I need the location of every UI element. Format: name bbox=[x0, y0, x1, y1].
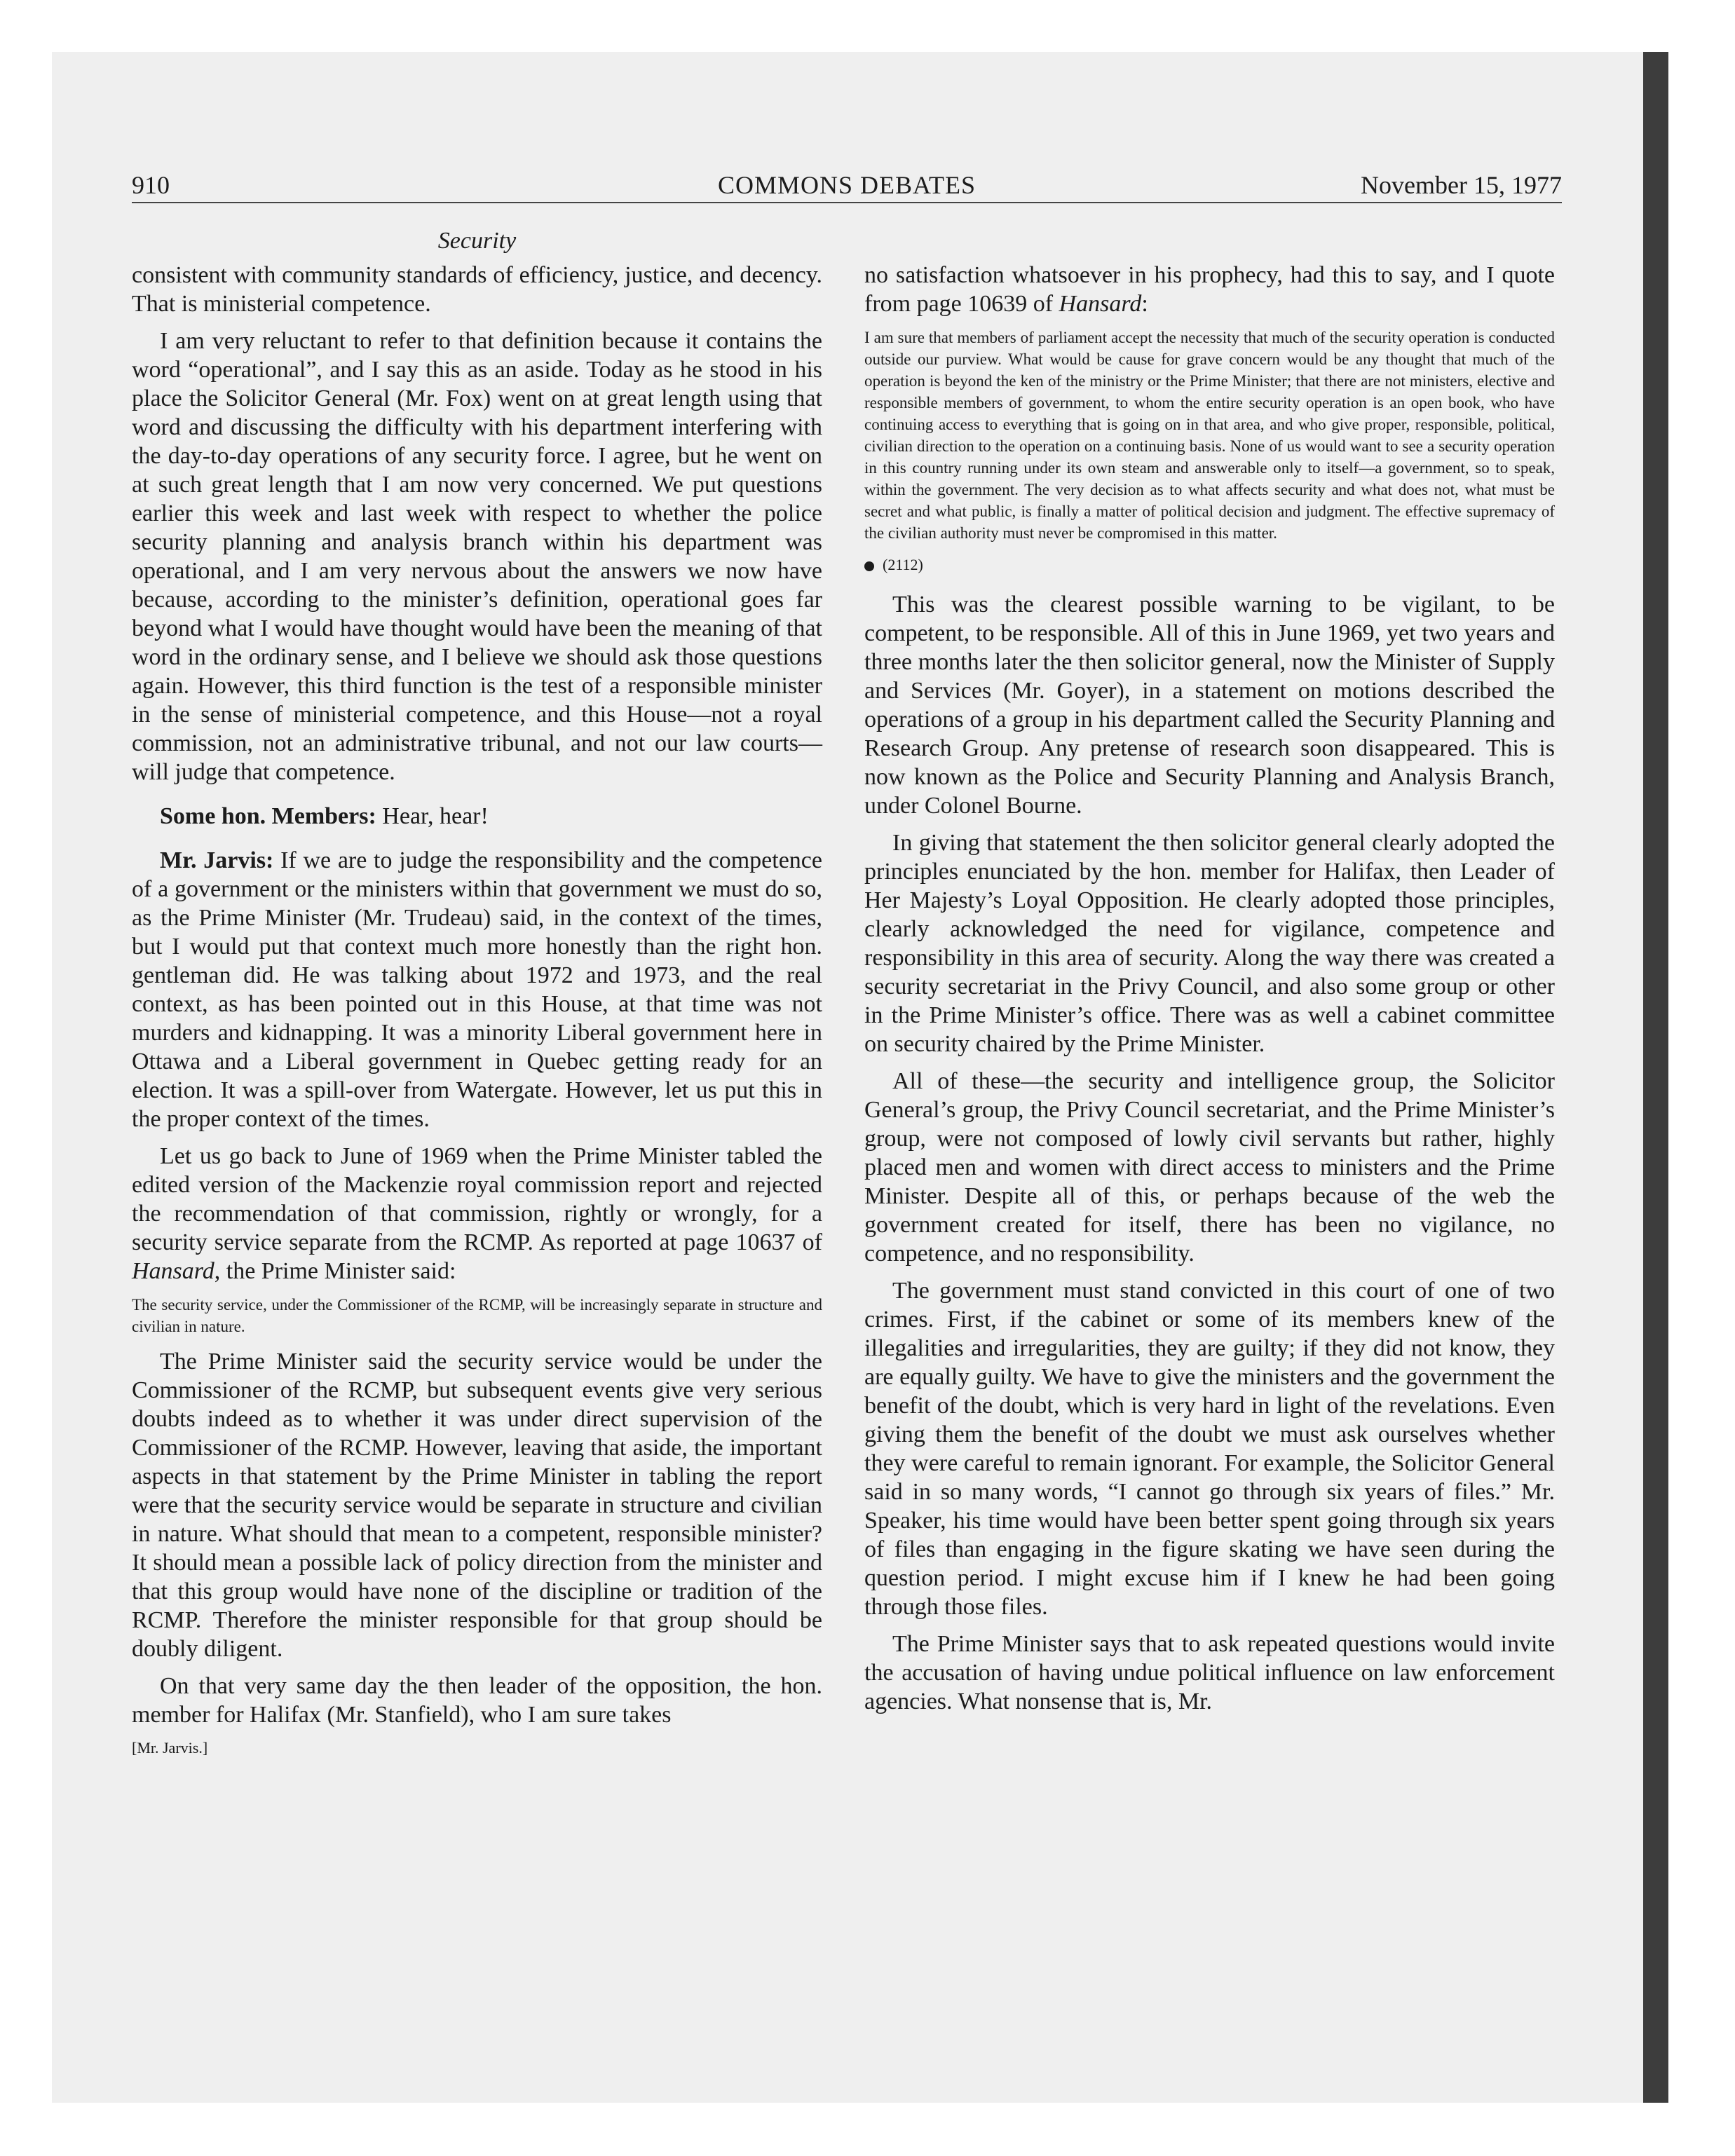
paragraph: On that very same day the then leader of the opposition, the hon. member for Halifax (Mr. Stanfield), who I am sure takes bbox=[132, 1673, 822, 1728]
left-column bbox=[132, 261, 822, 1759]
publication-date: November 15, 1977 bbox=[1361, 171, 1562, 199]
paragraph: I am very reluctant to refer to that definition because it contains the word “operational”, and I say this as an aside. Today as he stood in his place the Solicitor General (Mr. Fox) went on at great length using that word and discussing the difficulty with his department interfering with the day-to-day operations of any security force. I agree, but he went on at such great length that I am now very concerned. We put questions earlier this week and last week with respect to whether the police security planning and analysis branch within his department was operational, and I am very nervous about the answers we now have because, according to the minister’s definition, operational goes far beyond what I would have thought would have been the meaning of that word in the ordinary sense, and I believe we should ask those questions again. However, this third function is the test of a responsible minister in the sense of ministerial competence, and this House—not a royal commission, not an administrative tribunal, and not our law courts—will judge that competence. bbox=[132, 328, 822, 785]
text-run: : bbox=[1141, 291, 1148, 317]
text-run: Let us go back to June of 1969 when the Prime Minister tabled the edited version of the Mackenzie royal commission report and rejected the recommendation of that commission, rightly or wrongly, for a security service separate from the RCMP. As reported at page 10637 of bbox=[132, 1143, 822, 1255]
paragraph: This was the clearest possible warning to be vigilant, to be competent, to be responsible. All of this in June 1969, yet two years and three months later the then solicitor general, now the Minister of Supply and Services (Mr. Goyer), in a statement on motions described the operations of a group in his department called the Security Planning and Research Group. Any pretense of research soon disappeared. This is now known as the Police and Security Planning and Analysis Branch, under Colonel Bourne. bbox=[864, 592, 1555, 819]
text-run: , the Prime Minister said: bbox=[214, 1258, 456, 1284]
speech-text: Hear, hear! bbox=[376, 803, 489, 829]
speaker-name: Mr. Jarvis: bbox=[160, 847, 274, 873]
paragraph: The Prime Minister says that to ask repeated questions would invite the accusation of having undue political influence on law enforcement agencies. What nonsense that is, Mr. bbox=[864, 1631, 1555, 1714]
page-header bbox=[132, 168, 1562, 203]
paragraph bbox=[132, 1142, 822, 1285]
paragraph bbox=[864, 261, 1555, 318]
block-quote: The security service, under the Commissioner of the RCMP, will be increasingly separate in structure and civilian in nature. bbox=[132, 1296, 822, 1335]
speaker-signoff: [Mr. Jarvis.] bbox=[132, 1739, 208, 1756]
text-run: no satisfaction whatsoever in his prophecy, had this to say, and I quote from page 10639 of bbox=[864, 262, 1555, 317]
hansard-reference: Hansard bbox=[1059, 291, 1142, 317]
section-heading: Security bbox=[437, 228, 517, 254]
time-marker bbox=[864, 554, 1555, 576]
scan-edge-shadow bbox=[1643, 52, 1668, 2103]
paragraph: In giving that statement the then solicitor general clearly adopted the principles enunciated by the hon. member for Halifax, then Leader of Her Majesty’s Loyal Opposition. He clearly adopted those principles, clearly acknowledged the need for vigilance, competence and responsibility in this area of security. Along the way there was created a security secretariat in the Privy Council, and also some group or other in the Prime Minister’s office. There was as well a cabinet committee on security chaired by the Prime Minister. bbox=[864, 830, 1555, 1057]
speech-text: If we are to judge the responsibility and the competence of a government or the ministers within that government we must do so, as the Prime Minister (Mr. Trudeau) said, in the context of the times, but I would put that context much more honestly than the right hon. gentleman did. He was talking about 1972 and 1973, and the real context, as has been pointed out in this House, at that time was not murders and kidnapping. It was a minority Liberal government here in Ottawa and a Liberal government in Quebec getting ready for an election. It was a spill-over from Watergate. However, let us put this in the proper context of the times. bbox=[132, 847, 822, 1132]
publication-title: COMMONS DEBATES bbox=[717, 171, 977, 199]
paragraph: The Prime Minister said the security service would be under the Commissioner of the RCMP, but subsequent events give very serious doubts indeed as to whether it was under direct supervision of the Commissioner of the RCMP. However, leaving that aside, the important aspects in that statement by the Prime Minister in tabling the report were that the security service would be separate in structure and civilian in nature. What should that mean to a competent, responsible minister? It should mean a possible lack of policy direction from the minister and that this group would have none of the discipline or tradition of the RCMP. Therefore the minister responsible for that group should be doubly diligent. bbox=[132, 1349, 822, 1662]
hansard-reference: Hansard bbox=[132, 1258, 215, 1284]
speaker-name: Some hon. Members: bbox=[160, 803, 376, 829]
paragraph: consistent with community standards of efficiency, justice, and decency. That is ministerial competence. bbox=[132, 262, 822, 317]
time-marker-text: (2112) bbox=[883, 556, 923, 573]
page-number: 910 bbox=[132, 171, 170, 199]
block-quote: I am sure that members of parliament accept the necessity that much of the security operation is conducted outside our purview. What would be cause for grave concern would be any thought that much of the operation is beyond the ken of the ministry or the Prime Minister; that there are not ministers, elective and responsible members of government, to whom the entire security operation is an open book, who have continuing access to everything that is going on in that area, and who give proper, responsible, political, civilian direction to the operation on a continuing basis. None of us would want to see a security operation in this country running under its own steam and answerable only to itself—a government, so to speak, within the government. The very decision as to what affects security and what does not, what must be secret and what public, is finally a matter of political decision and judgment. The effective supremacy of the civilian authority must never be compromised in this matter. bbox=[864, 329, 1555, 542]
interjection bbox=[132, 802, 822, 831]
paragraph: The government must stand convicted in this court of one of two crimes. First, if the cabinet or some of its members knew of the illegalities and irregularities, they are guilty; if they did not know, they are equally guilty. We have to give the ministers and the government the benefit of the doubt, which is very hard in light of the revelations. Even giving them the benefit of the doubt we must ask ourselves whether they were careful to remain ignorant. For example, the Solicitor General said in so many words, “I cannot go through six years of files.” Mr. Speaker, his time would have been better spent going through six years of files than engaging in the figure skating we have seen during the question period. I might excuse him if I knew he had been going through those files. bbox=[864, 1278, 1555, 1620]
right-column bbox=[864, 261, 1555, 1724]
speech-paragraph bbox=[132, 846, 822, 1133]
bullet-dot-icon bbox=[864, 561, 874, 571]
paragraph: All of these—the security and intelligence group, the Solicitor General’s group, the Privy Council secretariat, and the Prime Minister’s group, were not composed of lowly civil servants but rather, highly placed men and women with direct access to ministers and the Prime Minister. Despite all of this, or perhaps because of the web the government created for itself, there has been no vigilance, no competence, and no responsibility. bbox=[864, 1068, 1555, 1267]
